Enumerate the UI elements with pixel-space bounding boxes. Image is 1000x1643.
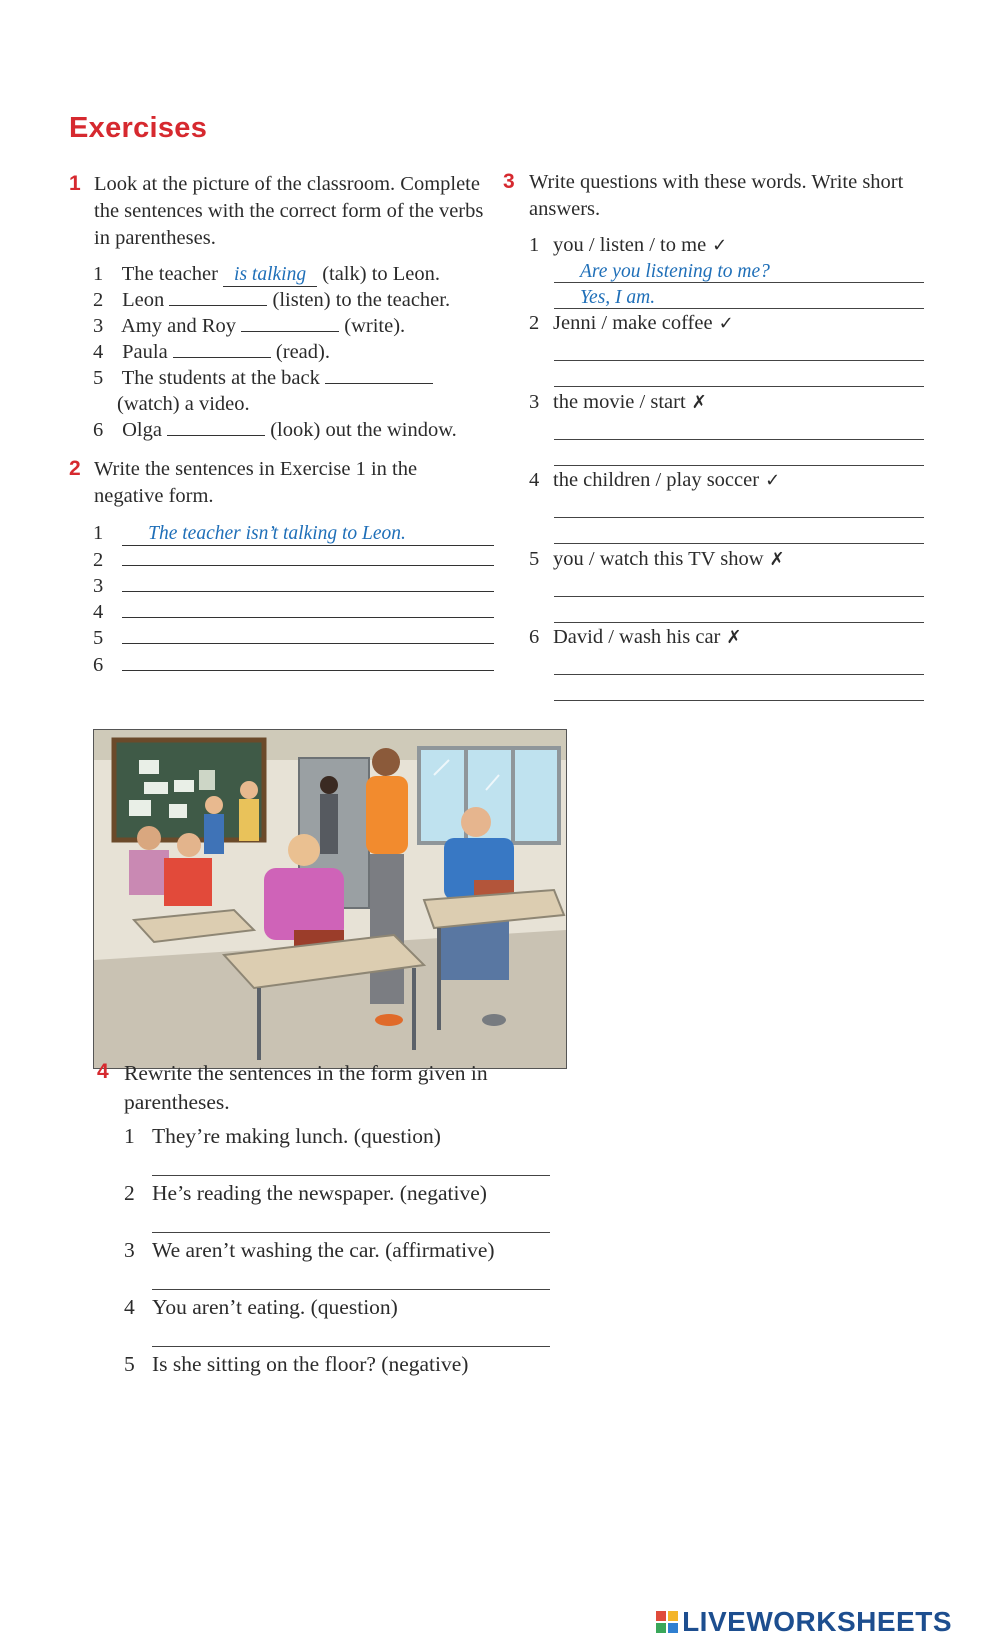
ex1-blank-2[interactable]	[169, 287, 267, 306]
classroom-scene	[94, 730, 566, 1068]
ex3-item-2	[529, 310, 734, 337]
item-text: They’re making lunch. (question)	[152, 1124, 441, 1148]
item-number: 5	[93, 367, 104, 389]
ex3-item-4	[529, 467, 780, 494]
item-number: 3	[93, 315, 104, 337]
ex1-blank-6[interactable]	[167, 417, 265, 436]
answer-line-blank[interactable]	[554, 465, 924, 466]
exercise-3-number: 3	[503, 170, 515, 193]
ex1-item-5	[93, 365, 433, 391]
item-number: 4	[529, 469, 540, 491]
item-text: We aren’t washing the car. (affirmative)	[152, 1238, 495, 1262]
item-text-post: (read).	[275, 341, 330, 363]
ex2-answer-1[interactable]	[122, 523, 494, 546]
item-number: 1	[124, 1124, 135, 1148]
exercise-4-number: 4	[97, 1060, 109, 1083]
check-mark-icon: ✓	[718, 313, 734, 334]
ex3-answer-1-question[interactable]: Are you listening to me?	[580, 261, 770, 282]
answer-line-blank[interactable]	[554, 360, 924, 361]
item-text-pre: The teacher	[121, 263, 218, 285]
item-text: Is she sitting on the floor? (negative)	[152, 1352, 469, 1376]
item-prompt: you / listen / to me	[553, 234, 707, 256]
ex3-item-6	[529, 624, 741, 651]
brand-text: LIVEWORKSHEETS	[682, 1606, 952, 1637]
answer-line-blank[interactable]	[152, 1346, 550, 1347]
item-text-post: (look) out the window.	[270, 419, 457, 441]
item-number: 2	[93, 549, 104, 571]
ex4-item-1	[124, 1123, 441, 1149]
item-number: 4	[124, 1295, 135, 1319]
ex2-blank-5[interactable]	[122, 625, 494, 644]
item-number: 6	[529, 626, 540, 648]
answer-line-blank[interactable]	[554, 700, 924, 701]
ex2-item-6	[93, 652, 494, 678]
ex2-blank-4[interactable]	[122, 599, 494, 618]
item-number: 6	[93, 419, 104, 441]
ex3-item-5	[529, 546, 785, 573]
ex1-item-3	[93, 313, 405, 339]
liveworksheets-logo	[656, 1606, 952, 1638]
answer-line-blank[interactable]	[152, 1175, 550, 1176]
ex1-item-4	[93, 339, 330, 365]
ex1-blank-5[interactable]	[325, 365, 433, 384]
cross-mark-icon: ✗	[726, 627, 742, 648]
answer-line-blank[interactable]	[152, 1289, 550, 1290]
ex1-item-6	[93, 417, 457, 443]
item-text-pre: Paula	[122, 341, 168, 363]
item-number: 5	[529, 548, 540, 570]
answer-line-blank[interactable]	[554, 596, 924, 597]
item-number: 5	[93, 627, 104, 649]
answer-line-blank[interactable]	[554, 386, 924, 387]
ex2-item-4	[93, 599, 494, 625]
exercise-1-number: 1	[69, 172, 81, 195]
answer-line-blank[interactable]	[554, 622, 924, 623]
item-text-pre: Amy and Roy	[121, 315, 237, 337]
ex1-item-5-cont: (watch) a video.	[117, 393, 250, 415]
cross-mark-icon: ✗	[769, 549, 785, 570]
item-number: 1	[529, 234, 540, 256]
item-prompt: Jenni / make coffee	[553, 312, 713, 334]
exercise-4-instruction: Rewrite the sentences in the form given in parentheses.	[124, 1061, 488, 1114]
item-number: 4	[93, 341, 104, 363]
item-number: 2	[93, 289, 104, 311]
cross-mark-icon: ✗	[691, 392, 707, 413]
check-mark-icon: ✓	[765, 470, 781, 491]
item-text: You aren’t eating. (question)	[152, 1295, 398, 1319]
ex1-blank-4[interactable]	[173, 339, 271, 358]
item-text-post: (write).	[344, 315, 406, 337]
ex2-blank-6[interactable]	[122, 652, 494, 671]
item-prompt: the movie / start	[553, 391, 686, 413]
item-prompt: David / wash his car	[553, 626, 721, 648]
item-number: 3	[124, 1238, 135, 1262]
ex2-answer-1-text: The teacher isn’t talking to Leon.	[148, 523, 406, 544]
item-text: He’s reading the newspaper. (negative)	[152, 1181, 487, 1205]
ex2-item-1	[93, 520, 494, 546]
exercise-1-instruction: Look at the picture of the classroom. Complete the sentences with the correct form of the verbs in parentheses.	[94, 173, 484, 249]
ex2-item-2	[93, 547, 494, 573]
ex1-answer-1[interactable]: is talking	[223, 264, 317, 287]
item-text-post: (listen) to the teacher.	[272, 289, 451, 311]
item-text-pre: Leon	[122, 289, 165, 311]
item-text-pre: The students at the back	[121, 367, 320, 389]
ex4-item-3	[124, 1237, 495, 1263]
ex1-item-1	[93, 261, 440, 287]
ex2-blank-2[interactable]	[122, 547, 494, 566]
classroom-illustration	[93, 729, 567, 1069]
answer-line-blank[interactable]	[152, 1232, 550, 1233]
ex4-item-4	[124, 1294, 398, 1320]
answer-line-blank[interactable]	[554, 439, 924, 440]
ex4-item-5	[124, 1351, 468, 1377]
item-number: 1	[93, 522, 104, 544]
item-number: 3	[93, 575, 104, 597]
liveworksheets-logo-icon	[656, 1611, 678, 1633]
answer-line-blank[interactable]	[554, 517, 924, 518]
ex1-item-2	[93, 287, 450, 313]
exercise-3-instruction: Write questions with these words. Write short answers.	[529, 171, 904, 220]
check-mark-icon: ✓	[712, 235, 728, 256]
item-prompt: you / watch this TV show	[553, 548, 764, 570]
item-number: 5	[124, 1352, 135, 1376]
item-number: 1	[93, 263, 104, 285]
answer-line-blank[interactable]	[554, 543, 924, 544]
exercise-2-number: 2	[69, 457, 81, 480]
item-text-pre: Olga	[122, 419, 162, 441]
ex3-item-1	[529, 232, 727, 259]
item-number: 2	[124, 1181, 135, 1205]
ex2-blank-3[interactable]	[122, 573, 494, 592]
ex2-item-3	[93, 573, 494, 599]
page-title: Exercises	[69, 112, 208, 144]
item-number: 2	[529, 312, 540, 334]
ex3-item-3	[529, 389, 707, 416]
item-prompt: the children / play soccer	[553, 469, 760, 491]
exercise-2-instruction: Write the sentences in Exercise 1 in the negative form.	[94, 458, 418, 507]
item-number: 4	[93, 601, 104, 623]
ex3-answer-1-short[interactable]: Yes, I am.	[580, 287, 656, 308]
ex2-item-5	[93, 625, 494, 651]
answer-line-blank[interactable]	[554, 674, 924, 675]
answer-line	[554, 308, 924, 309]
item-number: 3	[529, 391, 540, 413]
item-number: 6	[93, 654, 104, 676]
ex1-blank-3[interactable]	[241, 313, 339, 332]
item-text-post: (talk) to Leon.	[322, 263, 441, 285]
answer-line	[554, 282, 924, 283]
ex4-item-2	[124, 1180, 487, 1206]
